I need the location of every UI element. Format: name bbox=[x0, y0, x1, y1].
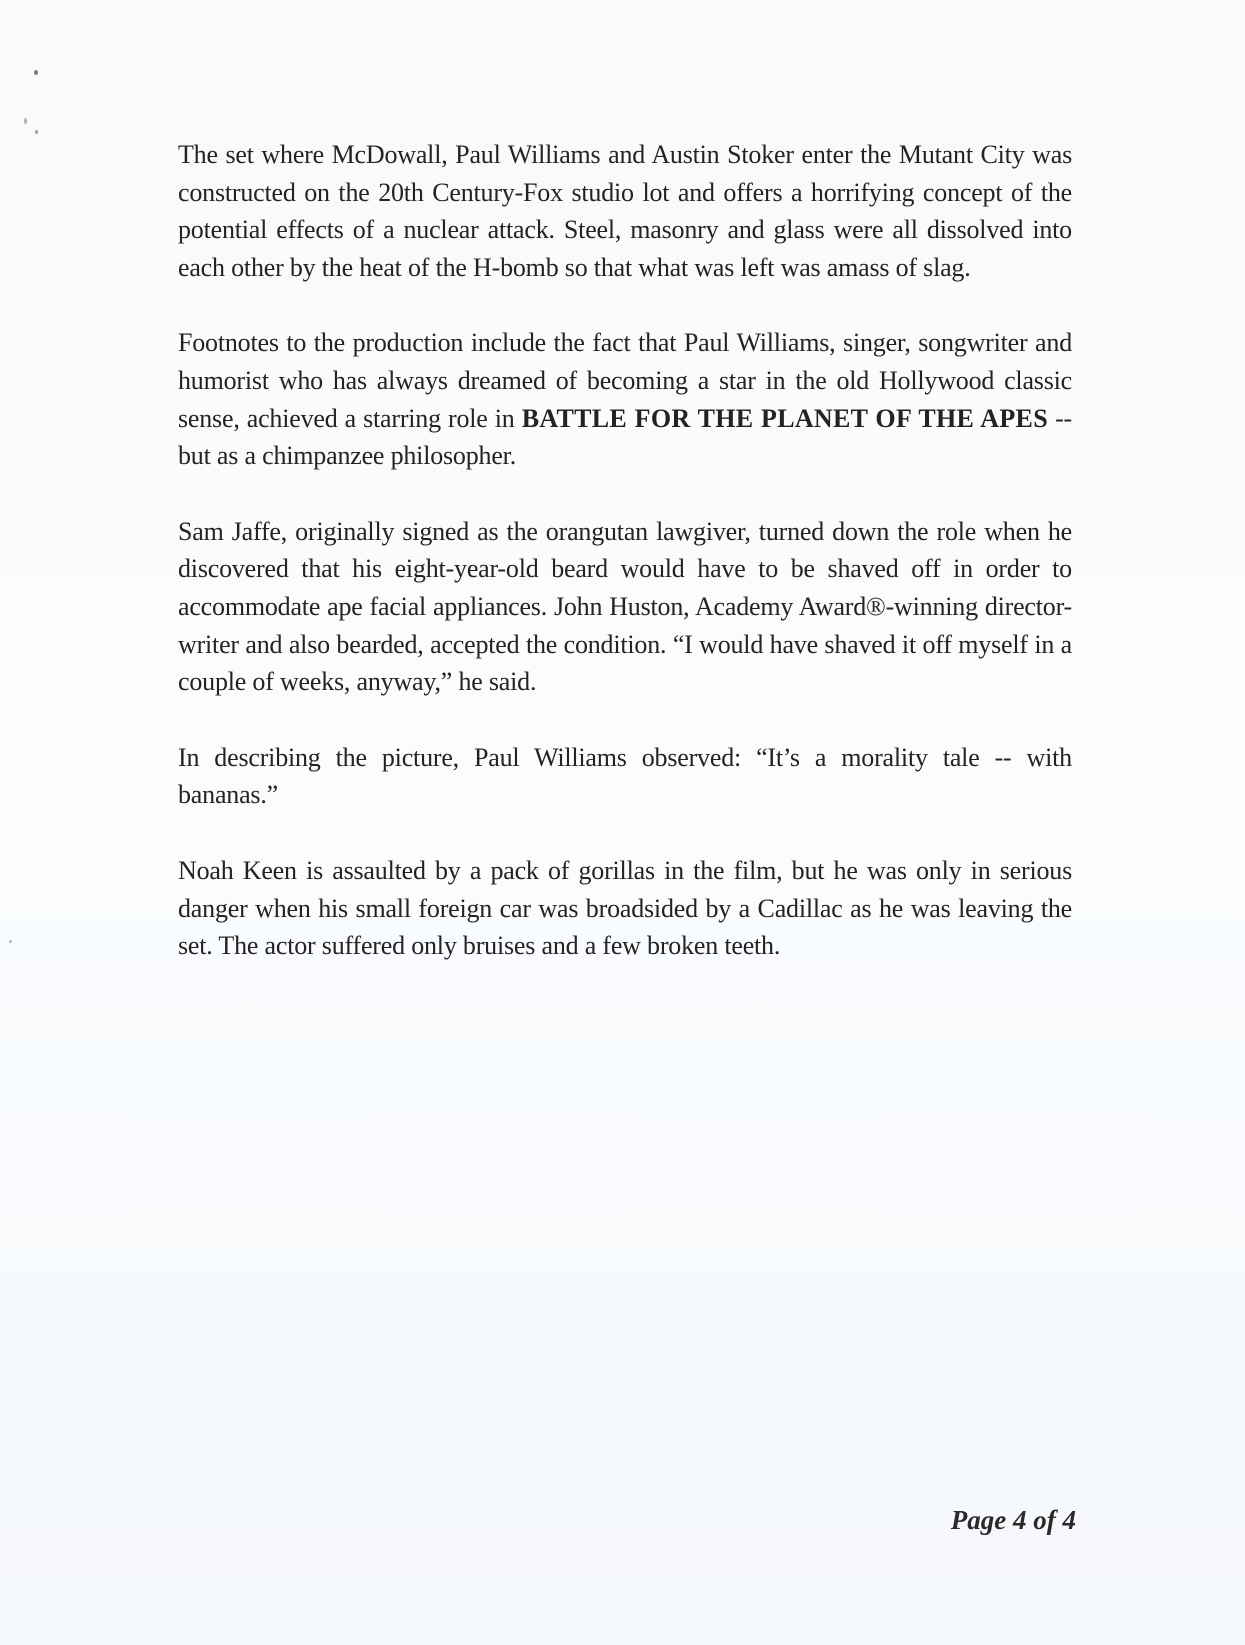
paragraph-morality-tale: In describing the picture, Paul Williams observed: “It’s a morality tale -- with bananas.” bbox=[178, 742, 1072, 810]
paragraph-footnotes bbox=[178, 324, 1072, 474]
paragraph-footnotes-end: -- but as a chimpanzee philosopher. bbox=[178, 403, 1073, 471]
film-title: BATTLE FOR THE PLANET OF THE APES bbox=[521, 403, 1048, 433]
scan-speck bbox=[34, 70, 38, 75]
paragraph-footnotes-intro: Footnotes to the production include the fact that Paul Williams, singer, songwriter and humorist who has always dreamed of becoming a star in the old Hollywood classic sense, achieved a starring role in bbox=[178, 328, 1072, 433]
scan-speck bbox=[24, 118, 27, 124]
scan-speck bbox=[9, 940, 12, 943]
paragraph-noah-keen: Noah Keen is assaulted by a pack of gorillas in the film, but he was only in serious danger when his small foreign car was broadsided by a Cadillac as he was leaving the set. The actor suffered only bruises and a few broken teeth. bbox=[178, 855, 1072, 961]
scan-speck bbox=[35, 130, 38, 134]
page-number: Page 4 of 4 bbox=[950, 1505, 1076, 1535]
paragraph-sam-jaffe: Sam Jaffe, originally signed as the orangutan lawgiver, turned down the role when he discovered that his eight-year-old beard would have to be shaved off in order to accommodate ape facial appliances. John Huston, Academy Award®-winning director-writer and also bearded, accepted the condition. “I would have shaved it off myself in a couple of weeks, anyway,” he said. bbox=[178, 516, 1072, 697]
body-text bbox=[178, 136, 1072, 1003]
paragraph-mutant-city-set: The set where McDowall, Paul Williams and Austin Stoker enter the Mutant City was constructed on the 20th Century-Fox studio lot and offers a horrifying concept of the potential effects of a nuclear attack. Steel, masonry and glass were all dissolved into each other by the heat of the H-bomb so that what was left was amass of slag. bbox=[178, 140, 1072, 282]
